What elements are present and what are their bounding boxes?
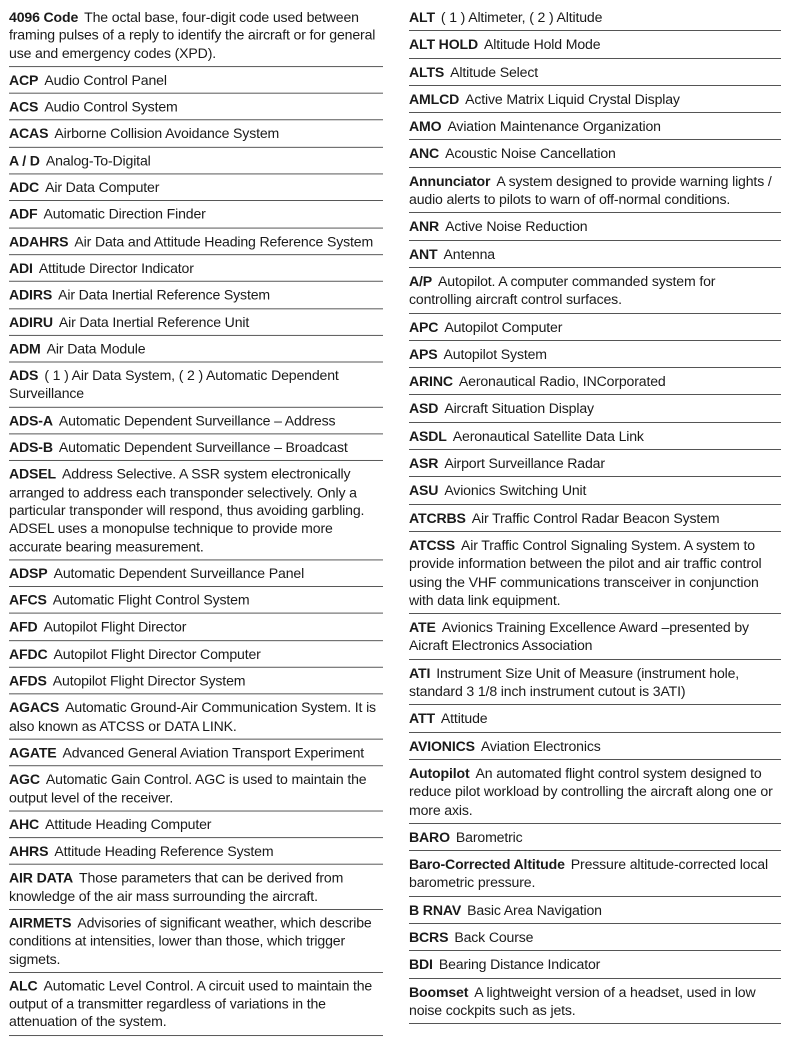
glossary-definition: ( 1 ) Altimeter, ( 2 ) Altitude	[440, 9, 603, 25]
glossary-term: ATCSS	[409, 536, 455, 553]
glossary-term: 4096 Code	[9, 8, 79, 25]
glossary-term: ADSP	[9, 565, 48, 581]
glossary-term: APC	[409, 318, 439, 335]
glossary-entry	[9, 438, 383, 461]
glossary-entry	[9, 564, 383, 587]
glossary-entry	[409, 345, 781, 368]
glossary-definition: Autopilot Flight Director System	[52, 672, 246, 689]
glossary-definition: Avionics Training Excellence Award –presented by Aicraft Electronics Association	[409, 619, 749, 654]
glossary-entry	[409, 399, 781, 422]
glossary-term: ATI	[409, 664, 431, 681]
glossary-term: ATT	[409, 710, 435, 727]
glossary-term: APS	[409, 345, 438, 362]
glossary-entry	[409, 35, 781, 58]
glossary-definition: Air Data and Attitude Heading Reference System	[74, 233, 374, 249]
glossary-term: ALT	[409, 9, 435, 25]
glossary-term: ADI	[9, 260, 33, 276]
glossary-entry	[409, 454, 781, 477]
glossary-definition: Altitude Hold Mode	[484, 36, 601, 53]
glossary-entry	[9, 340, 383, 363]
glossary-entry	[9, 205, 383, 228]
glossary-entry	[409, 272, 781, 314]
glossary-entry	[409, 63, 781, 86]
glossary-definition: Air Traffic Control Signaling System. A system to provide information between the pilot and air traffic control using the VHF communications transceiver in conjunction with data link equipment.	[409, 536, 762, 608]
glossary-entry	[409, 172, 781, 214]
glossary-definition: Airborne Collision Avoidance System	[54, 125, 280, 142]
glossary-term: BCRS	[409, 928, 449, 945]
glossary-term: BDI	[409, 956, 433, 973]
glossary-entry	[9, 869, 383, 910]
glossary-term: ASD	[409, 400, 439, 417]
glossary-entry	[9, 842, 383, 865]
glossary-definition: Aeronautical Satellite Data Link	[452, 427, 644, 444]
glossary-term: ANR	[409, 218, 440, 235]
glossary-definition: Altitude Select	[450, 63, 539, 80]
glossary-definition: Avionics Switching Unit	[444, 482, 587, 499]
glossary-entry	[9, 465, 383, 560]
glossary-term: ADM	[9, 340, 41, 357]
glossary-definition: Airport Surveillance Radar	[444, 455, 605, 472]
glossary-term: B RNAV	[409, 901, 462, 918]
glossary-entry	[409, 144, 781, 167]
glossary-entry	[9, 977, 383, 1036]
glossary-definition: Automatic Dependent Surveillance Panel	[53, 565, 305, 581]
glossary-definition: Air Data Computer	[45, 179, 160, 196]
glossary-term: ADS-A	[9, 412, 53, 429]
glossary-entry	[9, 591, 383, 614]
glossary-term: BARO	[409, 828, 450, 845]
glossary-term: ALT HOLD	[409, 36, 478, 53]
glossary-definition: Aviation Maintenance Organization	[447, 118, 661, 135]
glossary-entry	[409, 764, 781, 824]
glossary-definition: Basic Area Navigation	[467, 901, 602, 918]
glossary-term: AVIONICS	[409, 737, 475, 754]
glossary-definition: Those parameters that can be derived from knowledge of the air mass surrounding the aircraft.	[9, 869, 344, 904]
glossary-term: ADAHRS	[9, 233, 69, 249]
glossary-definition: Autopilot. A computer commanded system for controlling aircraft control surfaces.	[409, 272, 716, 308]
glossary-term: ALC	[9, 977, 38, 994]
glossary-entry	[9, 125, 383, 148]
glossary-term: A/P	[409, 272, 433, 289]
glossary-entry	[409, 217, 781, 240]
glossary-definition: Autopilot Flight Director Computer	[53, 645, 261, 662]
glossary-definition: Audio Control System	[44, 98, 178, 115]
glossary-entry	[9, 743, 383, 766]
glossary-term: AFD	[9, 618, 38, 635]
glossary-definition: Bearing Distance Indicator	[438, 956, 601, 973]
glossary-definition: Acoustic Noise Cancellation	[445, 145, 616, 162]
glossary-definition: Automatic Direction Finder	[43, 206, 206, 223]
glossary-definition: Automatic Flight Control System	[52, 592, 250, 608]
glossary-entry	[9, 98, 383, 121]
glossary-definition: Aircraft Situation Display	[444, 400, 594, 417]
glossary-definition: Pressure altitude-corrected local barometric pressure.	[409, 856, 768, 891]
glossary-definition: Autopilot System	[443, 345, 547, 362]
glossary-entry	[409, 955, 781, 978]
glossary-definition: Automatic Ground-Air Communication System. It is also known as ATCSS or DATA LINK.	[9, 699, 376, 734]
glossary-definition: Aeronautical Radio, INCorporated	[458, 373, 666, 390]
glossary-entry	[9, 286, 383, 309]
glossary-term: AHRS	[9, 843, 49, 859]
glossary-definition: Active Noise Reduction	[445, 218, 588, 235]
glossary-entry	[409, 481, 781, 504]
glossary-definition: ( 1 ) Air Data System, ( 2 ) Automatic Dependent Surveillance	[9, 367, 339, 402]
glossary-definition: An automated flight control system designed to reduce pilot workload by controlling the aircraft along one or more axis.	[409, 764, 773, 818]
glossary-definition: The octal base, four-digit code used between framing pulses of a reply to identify the aircraft or for general use and emergency codes (XPD).	[9, 8, 376, 61]
glossary-definition: Attitude	[440, 710, 488, 727]
glossary-entry	[9, 645, 383, 668]
glossary-term: ASR	[409, 455, 439, 472]
glossary-definition: A lightweight version of a headset, used in low noise cockpits such as jets.	[409, 983, 756, 1018]
glossary-term: ADSEL	[9, 466, 57, 482]
glossary-term: A / D	[9, 152, 40, 169]
glossary-definition: Back Course	[454, 928, 534, 945]
glossary-term: ACS	[9, 98, 39, 115]
glossary-term: Autopilot	[409, 764, 470, 781]
glossary-definition: Air Data Inertial Reference System	[58, 286, 270, 303]
glossary-entry	[409, 372, 781, 395]
glossary-definition: Attitude Heading Reference System	[54, 843, 274, 859]
glossary-definition: Autopilot Flight Director	[43, 618, 187, 635]
glossary-entry	[9, 411, 383, 434]
glossary-definition: Attitude Director Indicator	[38, 260, 194, 276]
glossary-term: ADC	[9, 179, 40, 196]
glossary-entry	[409, 709, 781, 732]
glossary-term: AFDC	[9, 645, 48, 662]
glossary-definition: Automatic Dependent Surveillance – Address	[58, 412, 336, 429]
glossary-term: ADIRS	[9, 286, 53, 303]
glossary-definition: Barometric	[455, 828, 523, 845]
glossary-entry	[409, 855, 781, 897]
glossary-entry	[409, 245, 781, 268]
glossary-entry	[409, 828, 781, 851]
glossary-definition: Antenna	[443, 245, 495, 262]
glossary-definition: Analog-To-Digital	[45, 152, 151, 169]
glossary-term: ATCRBS	[409, 509, 466, 526]
glossary-entry	[409, 8, 781, 31]
glossary-entry	[9, 770, 383, 811]
glossary-term: AFCS	[9, 592, 47, 608]
glossary-entry	[9, 152, 383, 175]
glossary-term: Annunciator	[409, 172, 491, 189]
glossary-term: AGATE	[9, 744, 57, 761]
glossary-entry	[409, 901, 781, 924]
glossary-entry	[409, 664, 781, 706]
glossary-definition: Air Data Module	[46, 340, 146, 357]
glossary-term: AIR DATA	[9, 869, 74, 886]
glossary-entry	[409, 427, 781, 450]
glossary-term: ADIRU	[9, 313, 53, 330]
glossary-entry	[409, 509, 781, 532]
glossary-entry	[9, 313, 383, 336]
glossary-entry	[409, 318, 781, 341]
glossary-definition: Automatic Level Control. A circuit used to maintain the output of a transmitter regardless of variations in the attenuation of the system.	[9, 977, 373, 1030]
glossary-entry	[9, 699, 383, 740]
glossary-entry	[409, 983, 781, 1025]
glossary-term: ANT	[409, 245, 438, 262]
glossary-definition: A system designed to provide warning lights / audio alerts to pilots to warn of off-normal conditions.	[409, 172, 772, 208]
glossary-term: AGC	[9, 771, 40, 788]
glossary-term: ADS-B	[9, 439, 53, 456]
glossary-entry	[9, 232, 383, 255]
glossary-term: ACP	[9, 71, 39, 88]
glossary-term: Boomset	[409, 983, 469, 1000]
glossary-term: AGACS	[9, 699, 60, 716]
glossary-term: ASDL	[409, 427, 447, 444]
glossary-definition: Automatic Dependent Surveillance – Broadcast	[58, 439, 348, 456]
glossary-term: AIRMETS	[9, 914, 72, 931]
glossary-right-column	[409, 8, 781, 1028]
glossary-definition: Advanced General Aviation Transport Experiment	[62, 744, 365, 761]
glossary-entry	[9, 367, 383, 408]
glossary-entry	[9, 71, 383, 94]
glossary-definition: Air Data Inertial Reference Unit	[58, 313, 250, 330]
glossary-entry	[409, 618, 781, 660]
glossary-term: ACAS	[9, 125, 49, 142]
glossary-entry	[409, 117, 781, 140]
glossary-entry	[409, 928, 781, 951]
glossary-definition: Aviation Electronics	[480, 737, 601, 754]
glossary-term: ASU	[409, 482, 439, 499]
glossary-definition: Address Selective. A SSR system electronically arranged to address each transponder selectively. Only a particular transponder will respond, thus avoiding garbling. ADSEL uses a monopulse technique to provide more accurate bearing measurement.	[9, 466, 365, 555]
glossary-definition: Audio Control Panel	[44, 71, 167, 88]
glossary-entry	[9, 618, 383, 641]
glossary-term: AFDS	[9, 672, 47, 689]
glossary-term: ALTS	[409, 63, 445, 80]
glossary-definition: Air Traffic Control Radar Beacon System	[471, 509, 720, 526]
glossary-definition: Instrument Size Unit of Measure (instrument hole, standard 3 1/8 inch instrument cutout is 3ATI)	[409, 664, 740, 700]
glossary-term: ARINC	[409, 373, 453, 390]
glossary-entry	[9, 672, 383, 695]
glossary-entry	[9, 914, 383, 973]
glossary-definition: Attitude Heading Computer	[45, 816, 212, 832]
glossary-term: ADS	[9, 367, 39, 384]
glossary-term: Baro-Corrected Altitude	[409, 856, 565, 873]
glossary-entry	[9, 178, 383, 201]
glossary-definition: Active Matrix Liquid Crystal Display	[465, 90, 680, 107]
glossary-definition: Advisories of significant weather, which describe conditions at intensities, lower than those, which trigger sigmets.	[9, 914, 372, 967]
glossary-definition: Automatic Gain Control. AGC is used to maintain the output level of the receiver.	[9, 771, 367, 806]
glossary-entry	[9, 259, 383, 282]
glossary-entry	[9, 815, 383, 838]
glossary-term: ATE	[409, 619, 436, 636]
glossary-entry	[409, 90, 781, 113]
glossary-term: AMO	[409, 118, 442, 135]
glossary-entry	[409, 536, 781, 614]
glossary-left-column	[9, 8, 383, 1040]
glossary-term: AMLCD	[409, 90, 460, 107]
glossary-term: ADF	[9, 206, 38, 223]
glossary-entry	[9, 8, 383, 67]
glossary-term: AHC	[9, 816, 40, 832]
glossary-definition: Autopilot Computer	[444, 318, 563, 335]
glossary-entry	[409, 737, 781, 760]
glossary-term: ANC	[409, 145, 440, 162]
